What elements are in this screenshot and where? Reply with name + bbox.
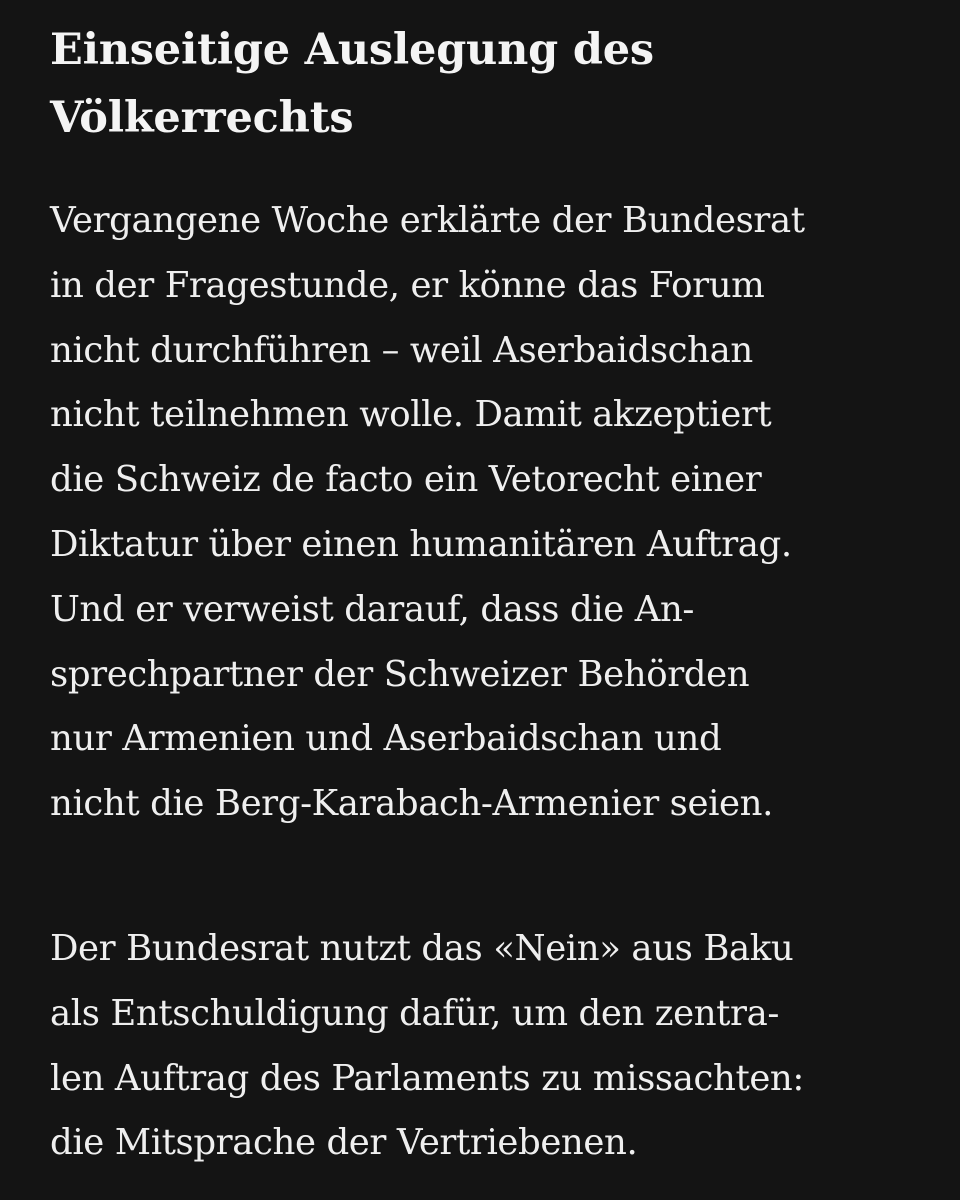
paragraph-line: Und er verweist darauf, dass die An- [50, 588, 695, 630]
paragraph-line: nur Armenien und Aserbaidschan und [50, 718, 722, 760]
paragraph-line: in der Fragestunde, er könne das Forum [50, 264, 765, 306]
paragraph [50, 917, 804, 1176]
paragraph-line: len Auftrag des Parlaments zu missachten: [50, 1057, 804, 1099]
paragraph-line: Vergangene Woche erklärte der Bundesrat [50, 200, 805, 241]
paragraph-line: nicht teilnehmen wolle. Damit akzeptiert [50, 394, 772, 436]
paragraph-line: die Mitsprache der Vertriebenen. [50, 1122, 638, 1164]
heading-line: Völkerrechts [50, 93, 354, 143]
heading-line: Einseitige Auslegung des [50, 25, 654, 75]
paragraph [50, 189, 805, 837]
paragraph-line: die Schweiz de facto ein Vetorecht einer [50, 459, 762, 501]
paragraph-line: sprechpartner der Schweizer Behörden [50, 653, 750, 695]
paragraph-line: Diktatur über einen humanitären Auftrag. [50, 523, 792, 565]
paragraph-line: Der Bundesrat nutzt das «Nein» aus Baku [50, 928, 794, 969]
paragraph-line: als Entschuldigung dafür, um den zentra- [50, 992, 779, 1034]
paragraph-line: nicht durchführen – weil Aserbaidschan [50, 329, 753, 371]
section-heading [50, 16, 654, 152]
paragraph-line: nicht die Berg-Karabach-Armenier seien. [50, 783, 774, 825]
